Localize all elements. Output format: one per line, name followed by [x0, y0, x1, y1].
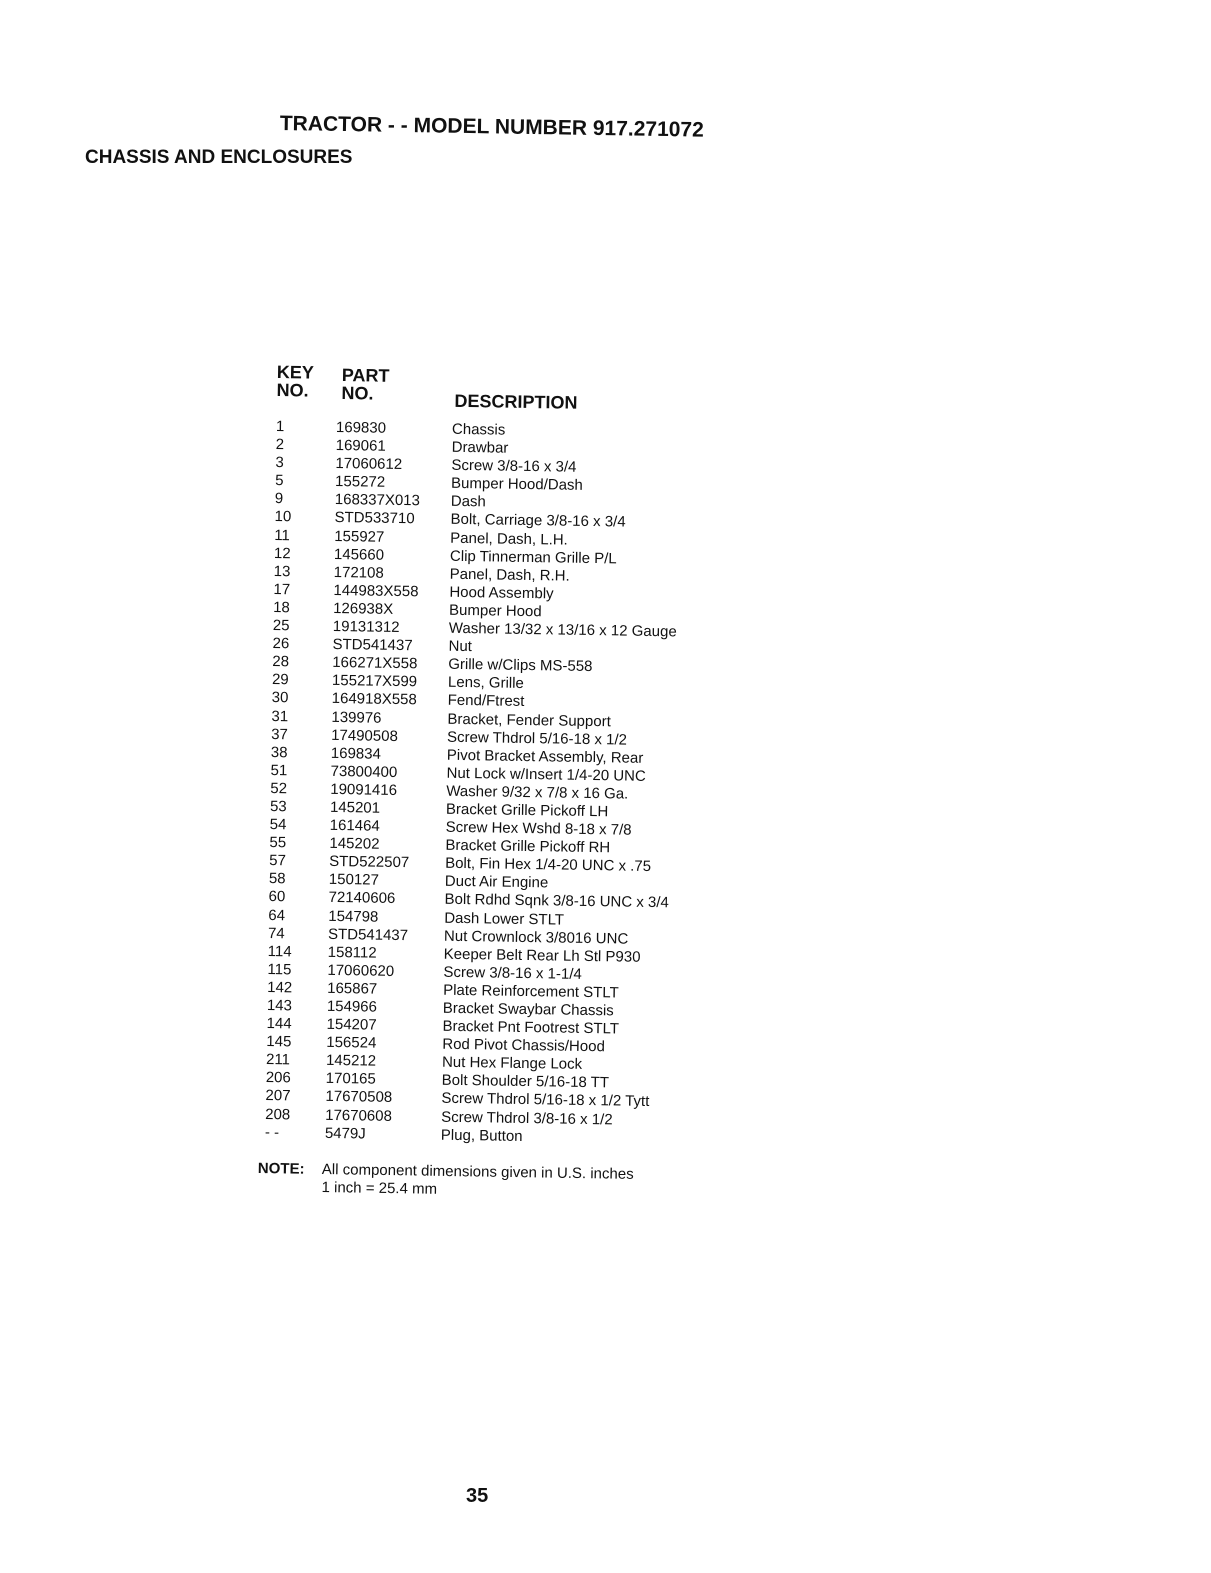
description-cell: Panel, Dash, R.H. — [449, 565, 570, 585]
table-header — [274, 362, 578, 418]
table-body — [263, 418, 677, 1145]
part-no-cell: 145202 — [329, 835, 380, 853]
note-line1: All component dimensions given in U.S. inches — [321, 1161, 634, 1183]
part-no-cell: 155272 — [334, 473, 386, 492]
description-cell: Bumper Hood — [448, 601, 542, 621]
key-no-cell: 58 — [268, 870, 286, 888]
key-no-cell: 29 — [271, 671, 289, 689]
description-cell: Bolt, Carriage 3/8-16 x 3/4 — [450, 511, 626, 531]
part-no-cell: 168337X013 — [334, 491, 421, 510]
part-no-cell: 150127 — [328, 871, 380, 890]
key-no-cell: 18 — [273, 598, 290, 617]
part-no-cell: 154966 — [326, 997, 378, 1016]
part-no-cell: 145201 — [329, 798, 381, 817]
part-no-cell: 139976 — [331, 708, 382, 727]
key-no-cell: 207 — [265, 1087, 291, 1105]
key-no-cell: 26 — [272, 635, 290, 653]
description-header: DESCRIPTION — [454, 390, 578, 413]
key-no-header-line2: NO. — [276, 380, 309, 401]
key-no-cell: 115 — [267, 960, 292, 979]
part-no-cell: 19091416 — [330, 780, 398, 799]
part-no-cell: 145212 — [325, 1052, 377, 1070]
page-title: TRACTOR - - MODEL NUMBER 917.271072 — [279, 112, 704, 142]
note-line2: 1 inch = 25.4 mm — [321, 1179, 438, 1198]
parts-table — [263, 362, 677, 1145]
description-cell: Lens, Grille — [447, 674, 524, 693]
part-no-cell: STD541437 — [327, 925, 409, 944]
key-no-cell: 17 — [273, 580, 291, 599]
part-no-cell: STD533710 — [334, 509, 415, 528]
description-cell: Drawbar — [451, 438, 509, 457]
description-cell: Bracket Grille Pickoff LH — [445, 800, 609, 821]
key-no-cell: 142 — [267, 978, 293, 997]
key-no-cell: 11 — [274, 526, 290, 544]
description-cell: Bolt, Fin Hex 1/4-20 UNC x .75 — [445, 854, 652, 876]
part-no-cell: 169061 — [335, 437, 386, 455]
part-no-cell: 145660 — [333, 545, 385, 564]
description-cell: Bracket, Fender Support — [447, 710, 611, 730]
description-cell: Keeper Belt Rear Lh Stl P930 — [443, 945, 641, 966]
description-cell: Panel, Dash, L.H. — [450, 529, 568, 549]
part-no-cell: 164918X558 — [331, 690, 417, 709]
key-no-cell: 30 — [271, 689, 289, 707]
key-no-cell: 60 — [268, 888, 286, 906]
part-no-cell: 72140606 — [328, 889, 396, 908]
part-no-cell: 154207 — [326, 1015, 377, 1034]
description-cell: Nut — [448, 637, 473, 656]
key-no-cell: 114 — [267, 942, 292, 961]
key-no-cell: 64 — [268, 906, 286, 924]
description-cell: Dash — [450, 493, 486, 511]
part-no-cell: STD522507 — [329, 853, 410, 872]
description-cell: Screw Thdrol 5/16-18 x 1/2 — [446, 728, 628, 749]
key-no-cell: 12 — [273, 544, 291, 562]
part-no-cell: 155217X599 — [331, 672, 418, 691]
page-number: 35 — [466, 1485, 489, 1507]
key-no-cell: 28 — [272, 653, 290, 671]
key-no-cell: 55 — [269, 834, 287, 852]
key-no-cell: - - — [264, 1123, 280, 1141]
description-cell: Hood Assembly — [449, 583, 554, 603]
key-no-cell: 3 — [275, 454, 284, 472]
key-no-cell: 53 — [269, 797, 287, 816]
part-no-cell: 17490508 — [331, 726, 399, 745]
part-no-cell: 166271X558 — [332, 654, 418, 673]
key-no-cell: 38 — [270, 743, 288, 761]
key-no-cell: 10 — [274, 508, 292, 526]
description-cell: Duct Air Engine — [444, 873, 549, 892]
part-no-cell: 19131312 — [332, 617, 400, 637]
description-cell: Screw 3/8-16 x 1-1/4 — [443, 963, 582, 983]
key-no-cell: 1 — [275, 418, 285, 436]
key-no-cell: 52 — [270, 779, 288, 798]
part-no-cell: 17060612 — [335, 455, 403, 474]
key-no-cell: 13 — [273, 562, 291, 581]
description-cell: Chassis — [451, 420, 506, 439]
key-no-header-line1: KEY — [276, 362, 315, 383]
description-cell: Nut Lock w/Insert 1/4-20 UNC — [446, 764, 646, 785]
description-cell: Plug, Button — [440, 1126, 523, 1145]
key-no-cell: 2 — [275, 436, 285, 454]
description-cell: Screw Thdrol 3/8-16 x 1/2 — [441, 1108, 613, 1128]
part-no-cell: 155927 — [334, 527, 385, 546]
description-cell: Washer 9/32 x 7/8 x 16 Ga. — [446, 782, 629, 803]
part-no-cell: STD541437 — [332, 636, 413, 655]
description-cell: Plate Reinforcement STLT — [443, 981, 619, 1002]
description-cell: Bolt Shoulder 5/16-18 TT — [441, 1072, 610, 1092]
part-no-cell: 17670608 — [325, 1106, 393, 1125]
description-cell: Fend/Ftrest — [447, 692, 525, 711]
key-no-cell: 143 — [266, 996, 293, 1015]
description-cell: Bumper Hood/Dash — [450, 475, 583, 495]
description-cell: Nut Hex Flange Lock — [441, 1053, 583, 1074]
key-no-cell: 5 — [275, 472, 284, 490]
part-no-header-line2: NO. — [341, 383, 374, 404]
description-cell: Dash Lower STLT — [444, 909, 565, 929]
description-cell: Bracket Swaybar Chassis — [442, 999, 614, 1020]
description-cell: Screw 3/8-16 x 3/4 — [451, 456, 577, 476]
part-no-cell: 17060620 — [327, 961, 395, 980]
description-cell: Rod Pivot Chassis/Hood — [442, 1035, 605, 1056]
part-no-cell: 5479J — [324, 1124, 366, 1143]
part-no-cell: 161464 — [329, 816, 380, 835]
description-cell: Bolt Rdhd Sqnk 3/8-16 UNC x 3/4 — [444, 891, 669, 912]
description-cell: Pivot Bracket Assembly, Rear — [446, 746, 644, 767]
part-no-cell: 17670508 — [325, 1088, 393, 1107]
description-cell: Nut Crownlock 3/8016 UNC — [443, 927, 629, 948]
key-no-cell: 54 — [269, 816, 287, 834]
key-no-cell: 206 — [265, 1069, 291, 1087]
description-cell: Screw Thdrol 5/16-18 x 1/2 Tytt — [441, 1090, 650, 1111]
description-cell: Screw Hex Wshd 8-18 x 7/8 — [445, 818, 632, 839]
part-no-cell: 144983X558 — [333, 581, 419, 601]
part-no-cell: 156524 — [326, 1034, 377, 1052]
description-cell: Washer 13/32 x 13/16 x 12 Gauge — [448, 619, 677, 641]
key-no-cell: 37 — [271, 725, 288, 743]
part-no-cell: 169830 — [335, 418, 387, 437]
key-no-cell: 25 — [272, 617, 290, 635]
part-no-cell: 154798 — [328, 907, 379, 926]
key-no-cell: 74 — [267, 924, 285, 942]
key-no-cell: 51 — [270, 761, 288, 780]
key-no-cell: 31 — [271, 707, 289, 725]
part-no-cell: 172108 — [333, 563, 384, 582]
part-no-cell: 158112 — [327, 943, 377, 962]
key-no-cell: 9 — [274, 490, 284, 508]
description-cell: Bracket Grille Pickoff RH — [445, 836, 611, 857]
description-cell: Bracket Pnt Footrest STLT — [442, 1017, 620, 1038]
part-no-header-line1: PART — [341, 365, 390, 386]
part-no-cell: 73800400 — [330, 762, 398, 781]
key-no-cell: 145 — [266, 1033, 292, 1051]
key-no-cell: 208 — [265, 1105, 291, 1123]
key-no-cell: 57 — [269, 852, 286, 870]
note-label: NOTE: — [257, 1160, 305, 1178]
part-no-cell: 170165 — [325, 1070, 376, 1089]
description-cell: Clip Tinnerman Grille P/L — [449, 547, 617, 568]
description-cell: Grille w/Clips MS-558 — [448, 655, 593, 676]
key-no-cell: 144 — [266, 1015, 292, 1033]
part-no-cell: 165867 — [327, 979, 378, 998]
part-no-cell: 169834 — [330, 744, 382, 763]
section-title: CHASSIS AND ENCLOSURES — [85, 147, 353, 168]
key-no-cell: 211 — [265, 1051, 291, 1069]
part-no-cell: 126938X — [333, 599, 394, 618]
